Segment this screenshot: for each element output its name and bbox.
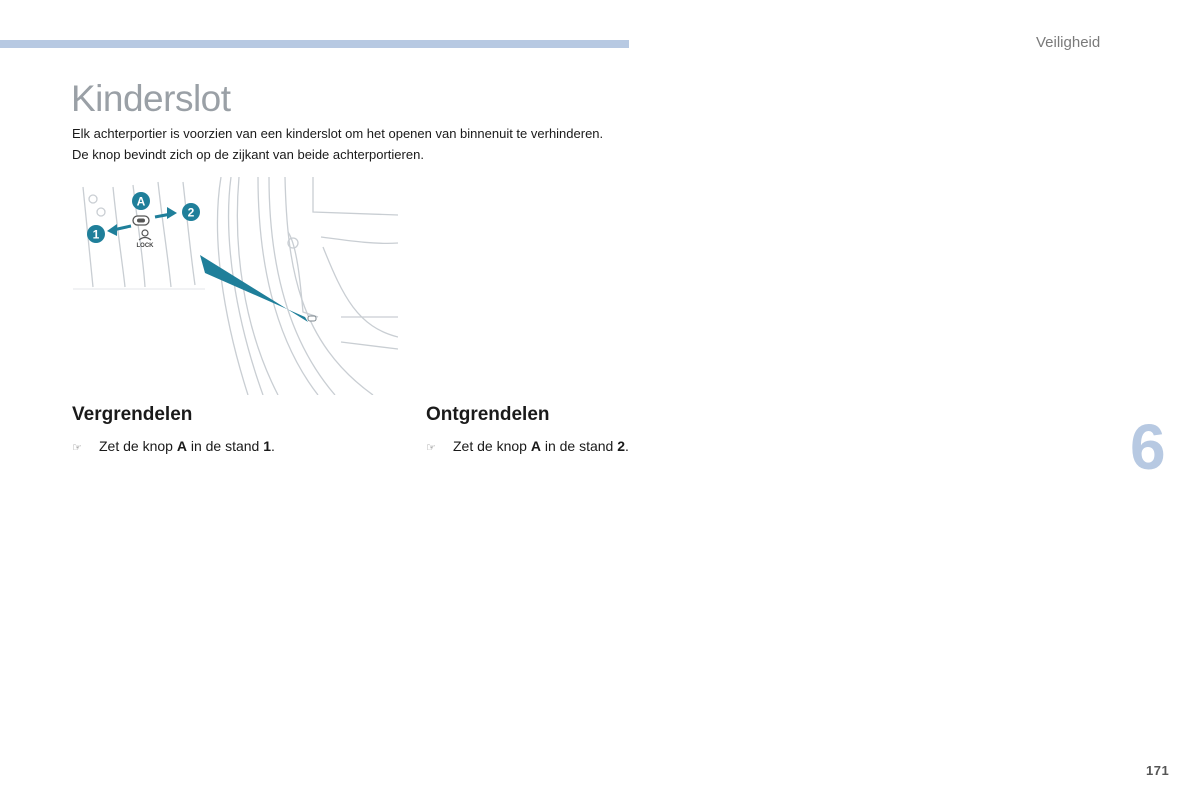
lock-instruction-text: Zet de knop A in de stand 1. — [99, 438, 275, 454]
lock-engraving: LOCK — [136, 243, 154, 249]
unlock-instruction — [426, 438, 629, 454]
chapter-number: 6 — [1130, 411, 1166, 483]
label-a: A — [136, 194, 146, 209]
child-lock-illustration — [73, 177, 398, 395]
page-number: 171 — [1146, 763, 1170, 778]
lock-section — [72, 404, 275, 454]
hand-pointer-icon: ☞ — [72, 442, 82, 454]
page-title: Kinderslot — [71, 78, 231, 119]
intro-line-1: Elk achterportier is voorzien van een kinderslot om het openen van binnenuit te verhinderen. — [72, 126, 604, 141]
hand-pointer-icon: ☞ — [426, 442, 436, 454]
unlock-section — [426, 404, 629, 454]
unlock-heading: Ontgrendelen — [426, 404, 550, 425]
intro-text — [72, 123, 603, 165]
section-header: Veiligheid — [1036, 34, 1101, 51]
label-2: 2 — [187, 205, 195, 220]
lock-heading: Vergrendelen — [72, 404, 193, 425]
lock-instruction — [72, 438, 275, 454]
header-accent-bar — [0, 40, 629, 48]
intro-line-2: De knop bevindt zich op de zijkant van beide achterportieren. — [72, 147, 424, 162]
label-1: 1 — [92, 227, 100, 242]
unlock-instruction-text: Zet de knop A in de stand 2. — [453, 438, 629, 454]
